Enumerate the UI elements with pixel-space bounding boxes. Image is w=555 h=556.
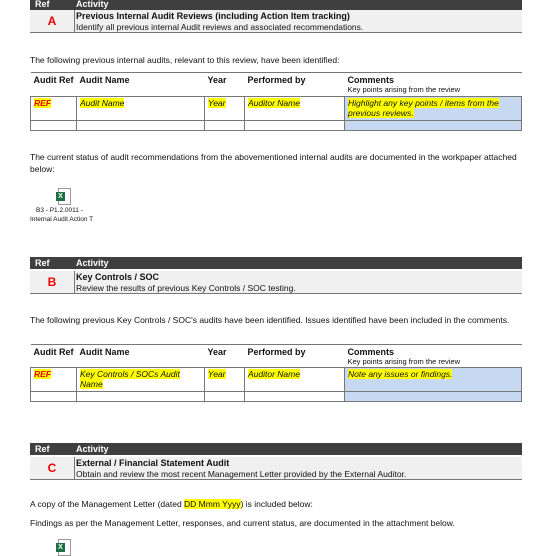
section-letter: B — [47, 275, 57, 289]
activity-header: Activity — [76, 444, 109, 454]
activity-title: External / Financial Statement Audit — [76, 458, 230, 468]
audit-name-cell[interactable]: Audit Name — [80, 98, 125, 108]
section-b-activity-row — [30, 271, 522, 294]
section-a-activity-row — [30, 10, 522, 33]
table-row[interactable] — [31, 97, 522, 121]
ref-header: Ref — [35, 258, 50, 268]
col-performed-by: Performed by — [245, 345, 345, 368]
section-letter: C — [47, 461, 57, 475]
activity-description: Review the results of previous Key Controls / SOC testing. — [76, 283, 296, 293]
section-b-intro: The following previous Key Controls / SOC's audits have been identified. Issues identified have been included in the comments. — [30, 315, 510, 325]
auditor-cell[interactable]: Auditor Name — [248, 98, 300, 108]
section-b-audit-table — [30, 344, 522, 402]
activity-title: Previous Internal Audit Reviews (including Action Item tracking) — [76, 11, 350, 21]
col-audit-ref: Audit Ref — [31, 345, 77, 368]
activity-header: Activity — [76, 258, 109, 268]
col-comments: Comments Key points arising from the review — [345, 73, 522, 97]
attachment-label-line1: B3 - P1.2.0011 - — [36, 207, 83, 214]
activity-title: Key Controls / SOC — [76, 272, 160, 282]
comments-cell[interactable]: Highlight any key points / items from the previous reviews. — [348, 98, 499, 118]
activity-description: Obtain and review the most recent Management Letter provided by the External Auditor. — [76, 469, 407, 479]
section-c-copy-text: A copy of the Management Letter (dated DD Mmm Yyyy) is included below: — [30, 499, 313, 509]
year-cell[interactable]: Year — [208, 369, 226, 379]
col-audit-name: Audit Name — [77, 345, 205, 368]
table-row[interactable] — [31, 368, 522, 392]
ref-cell[interactable]: REF — [34, 369, 51, 379]
col-year: Year — [205, 345, 245, 368]
col-performed-by: Performed by — [245, 73, 345, 97]
section-letter: A — [47, 14, 57, 28]
attachment-label-line2: Internal Audit Action T — [30, 216, 94, 223]
excel-icon[interactable]: X — [56, 188, 70, 204]
divider — [74, 271, 75, 293]
section-a-audit-table — [30, 72, 522, 131]
divider — [74, 457, 75, 479]
section-c-findings-text: Findings as per the Management Letter, responses, and current status, are documented in the attachment below. — [30, 518, 455, 528]
ref-header: Ref — [35, 0, 50, 9]
excel-icon[interactable]: X — [56, 539, 70, 555]
audit-name-cell[interactable]: Key Controls / SOCs Audit Name — [80, 369, 180, 389]
section-c-activity-row — [30, 457, 522, 480]
section-b-header — [30, 257, 522, 269]
ref-header: Ref — [35, 444, 50, 454]
ref-cell[interactable]: REF — [34, 98, 51, 108]
col-year: Year — [205, 73, 245, 97]
divider — [74, 10, 75, 32]
activity-description: Identify all previous internal Audit reviews and associated recommendations. — [76, 22, 364, 32]
activity-header: Activity — [76, 0, 109, 9]
section-c-header — [30, 443, 522, 455]
section-a-header — [30, 0, 522, 10]
section-a-status-text: The current status of audit recommendations from the abovementioned internal audits are documented in the workpaper attached below: — [30, 152, 517, 174]
col-audit-ref: Audit Ref — [31, 73, 77, 97]
table-row-empty[interactable] — [31, 121, 522, 131]
col-audit-name: Audit Name — [77, 73, 205, 97]
management-letter-date[interactable]: DD Mmm Yyyy — [184, 499, 241, 509]
year-cell[interactable]: Year — [208, 98, 226, 108]
auditor-cell[interactable]: Auditor Name — [248, 369, 300, 379]
comments-cell[interactable]: Note any issues or findings. — [348, 369, 453, 379]
table-row-empty[interactable] — [31, 392, 522, 402]
section-a-intro: The following previous internal audits, relevant to this review, have been identified: — [30, 55, 340, 65]
col-comments: Comments Key points arising from the review — [345, 345, 522, 368]
